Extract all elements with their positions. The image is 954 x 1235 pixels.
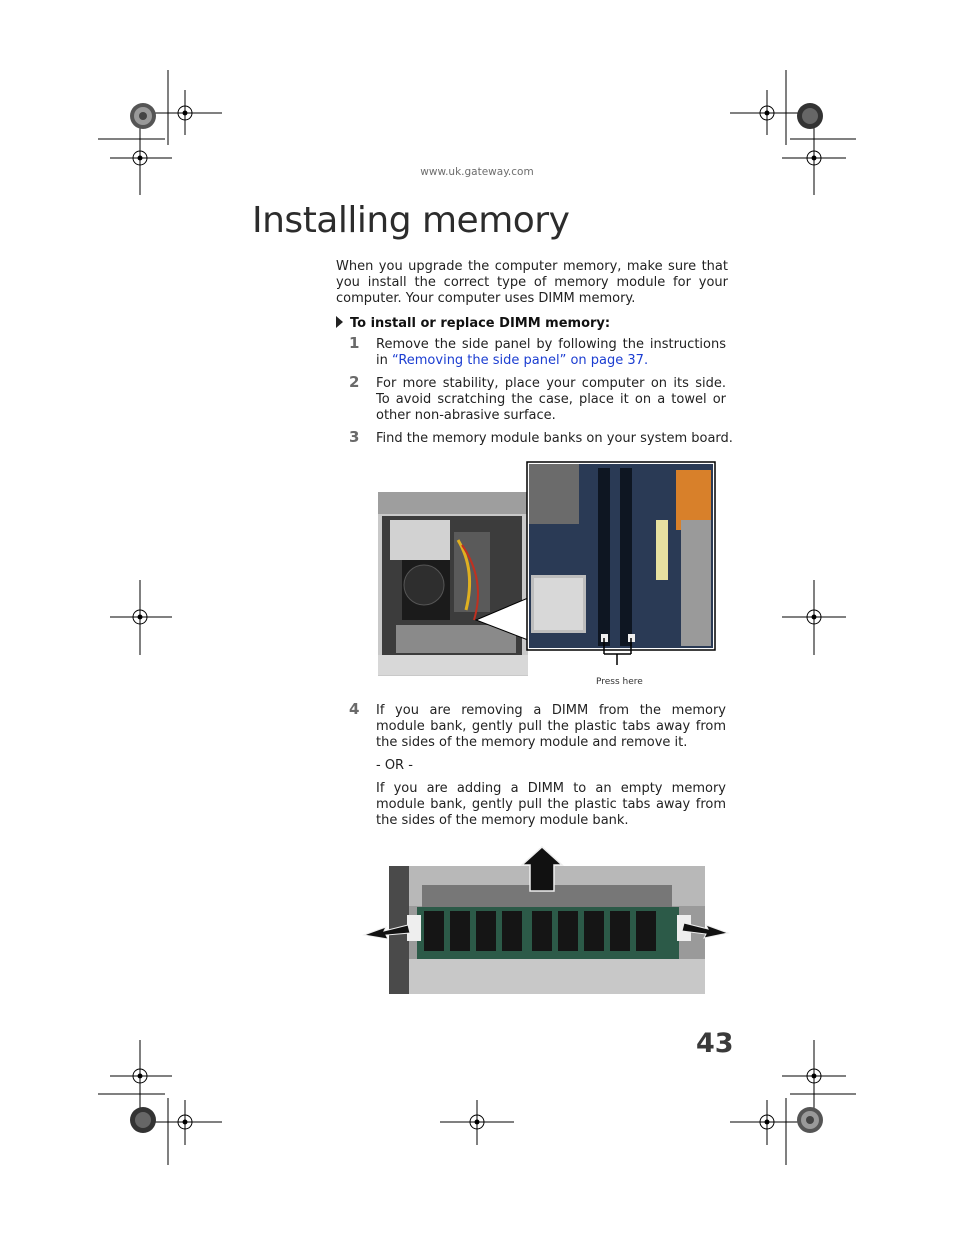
website-url: www.uk.gateway.com <box>420 166 534 178</box>
step-number: 3 <box>349 428 360 446</box>
triangle-bullet-icon <box>336 316 343 328</box>
step-number: 2 <box>349 373 360 391</box>
press-here-caption: Press here <box>596 677 643 687</box>
step-2-text: For more stability, place your computer on its side. To avoid scratching the case, place it on a towel or other non-abrasive surface. <box>376 376 726 423</box>
page-number: 43 <box>696 1028 734 1059</box>
step-4-text: If you are removing a DIMM from the memory module bank, gently pull the plastic tabs away from the sides of the memory module and remove it. <box>376 703 726 750</box>
step-1-body: Remove the side panel by following the instructions in <box>376 337 726 368</box>
step-3-text: Find the memory module banks on your system board. <box>376 431 733 446</box>
intro-paragraph: When you upgrade the computer memory, make sure that you install the correct type of memory module for your computer. Your computer uses DIMM memory. <box>336 259 728 306</box>
page-title: Installing memory <box>252 200 570 241</box>
or-separator: - OR - <box>376 758 413 773</box>
step-1-period: . <box>643 353 649 368</box>
procedure-heading <box>336 316 610 331</box>
step-4-alt-text: If you are adding a DIMM to an empty memory module bank, gently pull the plastic tabs away from the sides of the memory module bank. <box>376 781 726 828</box>
step-number: 1 <box>349 334 360 352</box>
procedure-heading-text: To install or replace DIMM memory: <box>350 316 611 331</box>
step-1-text <box>376 337 726 369</box>
dimm-removal-photo <box>362 845 730 997</box>
step-number: 4 <box>349 700 360 718</box>
memory-bank-photo <box>376 460 718 688</box>
removing-side-panel-link[interactable]: “Removing the side panel” on page 37 <box>391 353 644 368</box>
